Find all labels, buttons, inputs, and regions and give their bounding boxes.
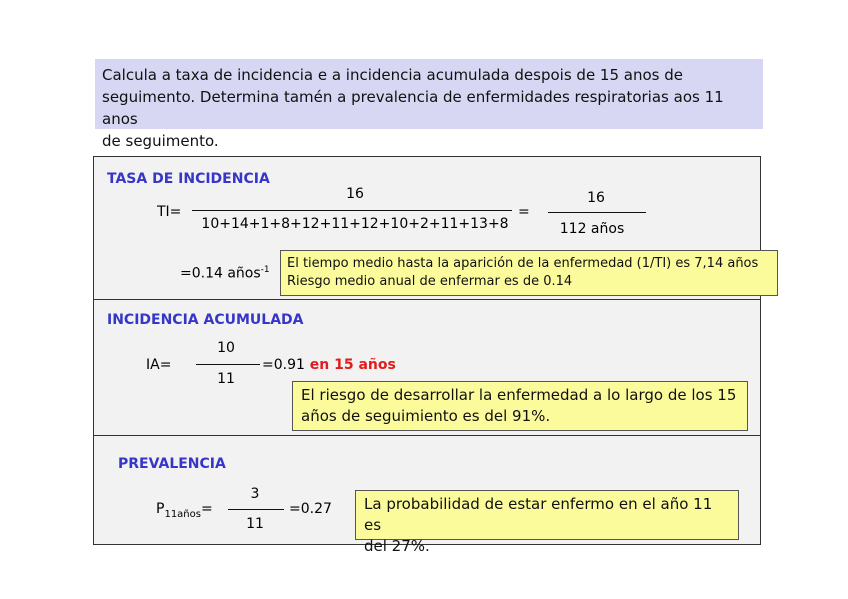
prevalence-denominator: 11 [246,516,264,532]
prevalence-note-line-1: La probabilidad de estar enfermo en el año 11 es [364,495,713,534]
incidence-denominator: 10+14+1+8+12+11+12+10+2+11+13+8 [201,216,509,232]
prevalence-note-line-2: del 27%. [364,537,430,555]
incidence-fraction-bar [192,210,512,211]
section-divider-2 [93,435,761,436]
cumulative-note-line-1: El riesgo de desarrollar la enfermedad a lo largo de los 15 [301,386,737,404]
results-panel [93,156,761,545]
cumulative-denominator: 11 [217,371,235,387]
incidence-result-numerator: 16 [587,190,605,206]
problem-line-3: de seguimento. [102,132,219,150]
incidence-note [280,250,778,296]
prevalence-numerator: 3 [250,486,260,502]
cumulative-fraction-bar [196,364,260,365]
prevalence-label [156,501,213,520]
prevalence-label-sub: 11años [164,508,201,520]
incidence-heading: TASA DE INCIDENCIA [107,171,270,187]
cumulative-period: en 15 años [304,357,396,373]
cumulative-result-value: =0.91 [262,357,305,373]
problem-line-1: Calcula a taxa de incidencia e a incidencia acumulada despois de 15 anos de [102,66,684,84]
cumulative-label: IA= [146,357,172,373]
incidence-note-line-1: El tiempo medio hasta la aparición de la enfermedad (1/TI) es 7,14 años [287,256,759,271]
prevalence-heading: PREVALENCIA [118,456,226,472]
incidence-label: TI= [157,204,182,220]
prevalence-fraction-bar [228,509,284,510]
incidence-equals: = [518,204,530,220]
prevalence-label-eq: = [200,501,213,517]
incidence-result-value: =0.14 años [180,265,261,282]
incidence-result-denominator: 112 años [559,221,625,237]
cumulative-note-line-2: años de seguimiento es del 91%. [301,407,551,425]
incidence-result-exponent: -1 [260,265,270,275]
incidence-numerator: 16 [346,186,364,202]
prevalence-note [355,490,739,555]
prevalence-result: =0.27 [289,501,332,517]
incidence-result-bar [548,212,646,213]
cumulative-note [292,381,748,431]
cumulative-heading: INCIDENCIA ACUMULADA [107,312,304,328]
problem-statement [95,59,763,150]
section-divider-1 [93,299,761,300]
problem-line-2: seguimento. Determina tamén a prevalencia de enfermidades respiratorias aos 11 anos [102,88,724,128]
incidence-note-line-2: Riesgo medio anual de enfermar es de 0.14 [287,274,573,289]
prevalence-label-main: P [156,501,165,517]
incidence-result [180,265,270,282]
cumulative-numerator: 10 [217,340,235,356]
cumulative-result [262,357,396,373]
